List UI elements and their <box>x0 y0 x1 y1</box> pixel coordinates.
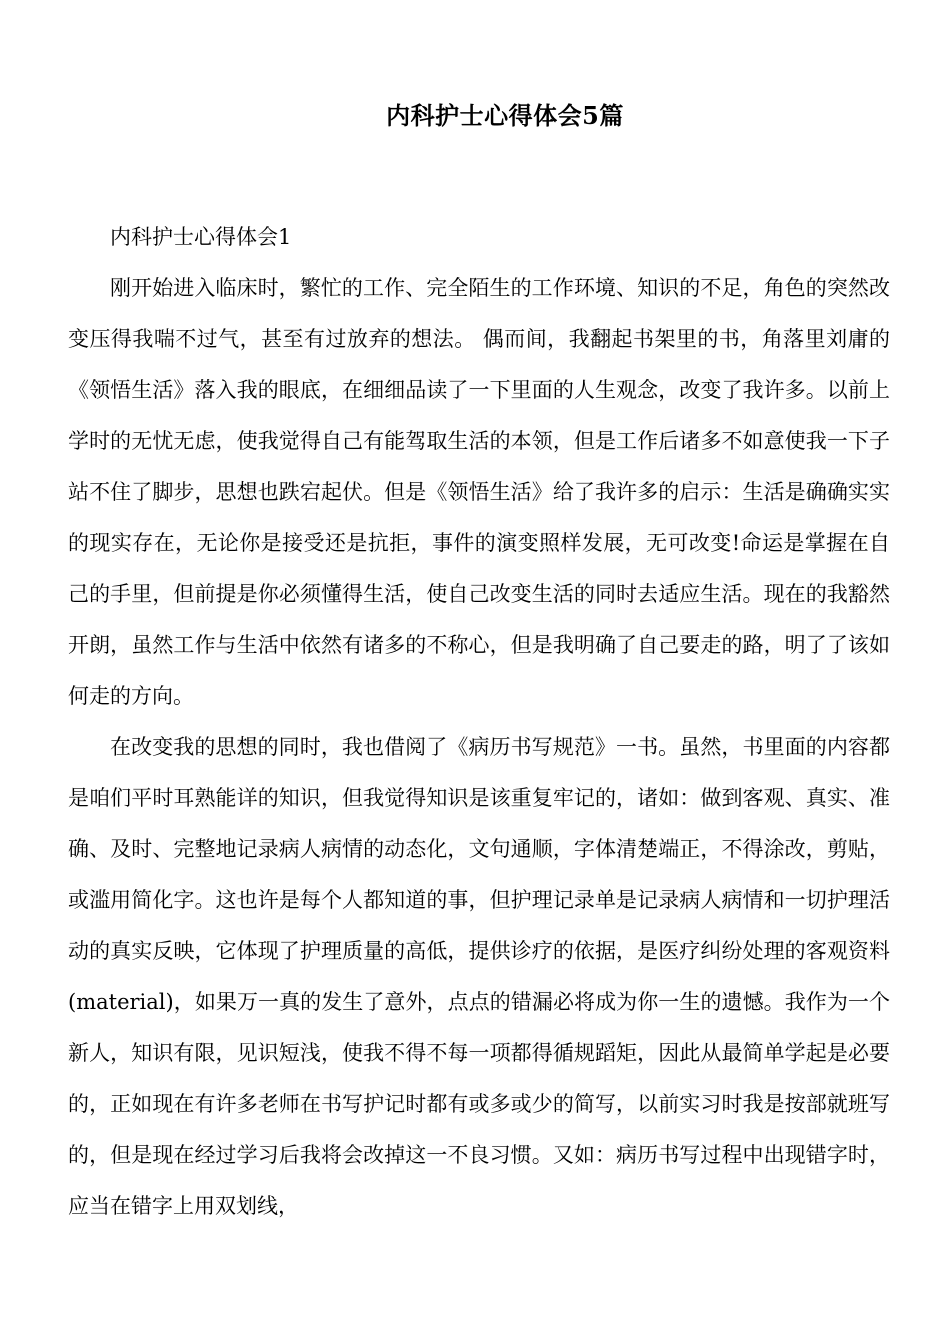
body-paragraph: 刚开始进入临床时，繁忙的工作、完全陌生的工作环境、知识的不足，角色的突然改变压得我喘不过气，甚至有过放弃的想法。 偶而间，我翻起书架里的书，角落里刘庸的《领悟生活》落入我的眼底，在细细品读了一下里面的人生观念，改变了我许多。以前上学时的无忧无虑，使我觉得自己有能驾取生活的本领，但是工作后诸多不如意使我一下子站不住了脚步，思想也跌宕起伏。但是《领悟生活》给了我许多的启示：生活是确确实实的现实存在，无论你是接受还是抗拒，事件的演变照样发展，无可改变!命运是掌握在自己的手里，但前提是你必须懂得生活，使自己改变生活的同时去适应生活。现在的我豁然开朗，虽然工作与生活中依然有诸多的不称心，但是我明确了自己要走的路，明了了该如何走的方向。 <box>68 276 890 708</box>
body-paragraph: 在改变我的思想的同时，我也借阅了《病历书写规范》一书。虽然，书里面的内容都是咱们平时耳熟能详的知识，但我觉得知识是该重复牢记的，诸如：做到客观、真实、准确、及时、完整地记录病人病情的动态化，文句通顺，字体清楚端正，不得涂改，剪贴，或滥用简化字。这也许是每个人都知道的事，但护理记录单是记录病人病情和一切护理活动的真实反映，它体现了护理质量的高低，提供诊疗的依据，是医疗纠纷处理的客观资料(material)，如果万一真的发生了意外，点点的错漏必将成为你一生的遗憾。我作为一个新人，知识有限，见识短浅，使我不得不每一项都得循规蹈矩，因此从最简单学起是必要的，正如现在有许多老师在书写护记时都有或多或少的简写，以前实习时我是按部就班写的，但是现在经过学习后我将会改掉这一不良习惯。又如：病历书写过程中出现错字时，应当在错字上用双划线， <box>68 735 890 1218</box>
section-heading: 内科护士心得体会1 <box>110 225 292 249</box>
document-title: 内科护士心得体会5篇 <box>386 101 624 130</box>
document-body <box>68 212 890 1232</box>
